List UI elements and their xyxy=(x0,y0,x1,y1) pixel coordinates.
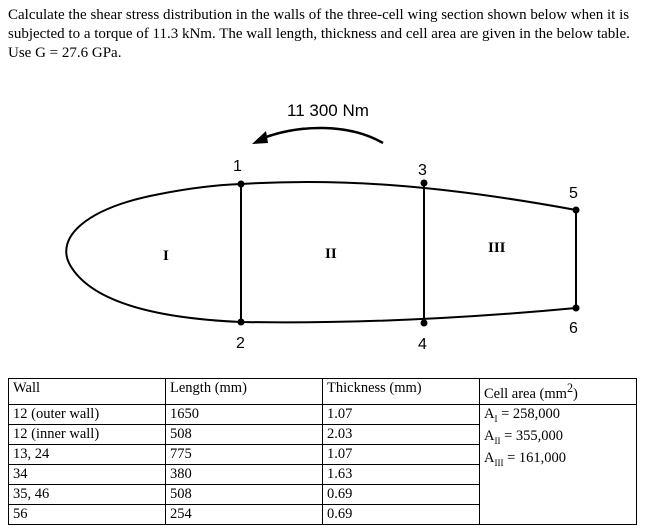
wall-data-table xyxy=(8,378,637,525)
header-wall: Wall xyxy=(9,379,166,405)
header-cell-area-close: ) xyxy=(572,385,578,402)
header-cell-area-text: Cell area (mm xyxy=(484,385,567,402)
node-label-1: 1 xyxy=(233,158,242,175)
area-sub: I xyxy=(494,413,498,424)
node-1 xyxy=(238,181,245,188)
node-label-2: 2 xyxy=(236,335,245,352)
thickness-cell: 0.69 xyxy=(323,484,480,504)
area-symbol: A xyxy=(484,427,495,444)
node-5 xyxy=(573,207,580,214)
node-label-6: 6 xyxy=(569,320,578,337)
wall-cell: 34 xyxy=(9,464,166,484)
table-header-row xyxy=(9,379,637,405)
header-cell-area xyxy=(480,379,637,405)
node-4 xyxy=(421,320,428,327)
torque-arrow xyxy=(258,128,383,143)
length-cell: 508 xyxy=(166,424,323,444)
length-cell: 508 xyxy=(166,484,323,504)
area-sub: II xyxy=(494,435,501,446)
thickness-cell: 0.69 xyxy=(323,504,480,524)
table-row xyxy=(9,404,637,424)
area-I xyxy=(484,406,632,428)
node-label-4: 4 xyxy=(418,336,427,353)
thickness-cell: 1.63 xyxy=(323,464,480,484)
wall-cell: 12 (inner wall) xyxy=(9,424,166,444)
area-II xyxy=(484,428,632,450)
cell-label-III: III xyxy=(488,240,506,256)
node-3 xyxy=(421,180,428,187)
problem-statement: Calculate the shear stress distribution in the walls of the three-cell wing section shown below when it is subjected to a torque of 11.3 kNm. The wall length, thickness and cell area are given in the below table. Use G = 27.6 GPa. xyxy=(8,7,630,61)
torque-arrowhead xyxy=(252,131,268,144)
area-value: = 355,000 xyxy=(500,427,564,444)
length-cell: 1650 xyxy=(166,404,323,424)
node-2 xyxy=(238,319,245,326)
wall-cell: 56 xyxy=(9,504,166,524)
cell-label-II: II xyxy=(325,246,337,262)
wall-cell: 13, 24 xyxy=(9,444,166,464)
length-cell: 254 xyxy=(166,504,323,524)
cell-label-I: I xyxy=(163,248,169,264)
area-symbol: A xyxy=(484,405,495,422)
wall-cell: 35, 46 xyxy=(9,484,166,504)
thickness-cell: 2.03 xyxy=(323,424,480,444)
header-cell-area-sup: 2 xyxy=(566,381,573,395)
area-value: = 258,000 xyxy=(497,405,561,422)
wing-section-figure xyxy=(0,90,668,366)
header-thickness: Thickness (mm) xyxy=(323,379,480,405)
area-value: = 161,000 xyxy=(503,449,567,466)
length-cell: 380 xyxy=(166,464,323,484)
header-length: Length (mm) xyxy=(166,379,323,405)
length-cell: 775 xyxy=(166,444,323,464)
cell-area-values xyxy=(480,404,637,524)
torque-label: 11 300 Nm xyxy=(287,101,369,120)
wall-cell: 12 (outer wall) xyxy=(9,404,166,424)
thickness-cell: 1.07 xyxy=(323,444,480,464)
area-III xyxy=(484,450,632,472)
area-symbol: A xyxy=(484,449,495,466)
node-label-3: 3 xyxy=(418,162,427,179)
area-sub: III xyxy=(494,457,504,468)
node-6 xyxy=(573,305,580,312)
thickness-cell: 1.07 xyxy=(323,404,480,424)
node-label-5: 5 xyxy=(569,185,578,202)
